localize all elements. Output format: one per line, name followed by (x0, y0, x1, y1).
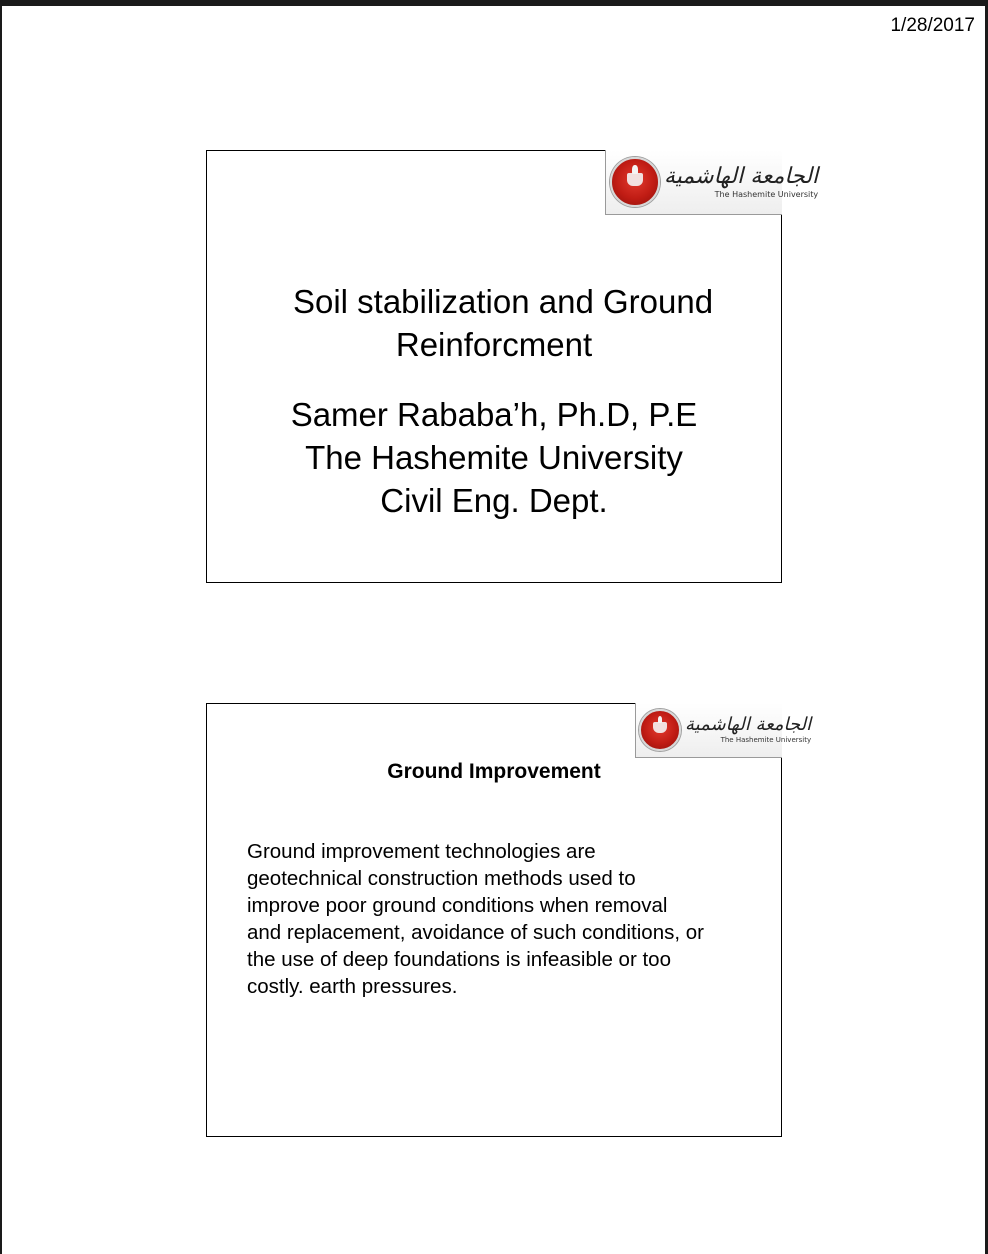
logo-english-name: The Hashemite University (720, 736, 812, 744)
university-logo (635, 703, 812, 758)
university-seal-icon (610, 157, 660, 207)
author-university: The Hashemite University (305, 439, 683, 476)
logo-arabic-name: الجامعة الهاشمية (664, 163, 819, 189)
university-logo (605, 150, 819, 215)
page-left-border (0, 6, 2, 1254)
slide-1-title-line: Reinforcment (395, 326, 593, 363)
slide-2-heading: Ground Improvement (387, 760, 601, 783)
slide-1-author-block (207, 393, 781, 522)
logo-text (685, 716, 811, 744)
logo-arabic-name: الجامعة الهاشمية (685, 714, 812, 735)
author-department: Civil Eng. Dept. (380, 482, 608, 519)
author-name: Samer Rababa’h, Ph.D, P.E (290, 396, 698, 433)
slide-2 (206, 703, 812, 1137)
university-seal-icon (639, 709, 681, 751)
slide-1 (206, 150, 819, 583)
logo-english-name: The Hashemite University (714, 189, 819, 199)
slide-1-title-line: Soil stabilization and Ground (292, 283, 714, 320)
page-top-border (0, 0, 988, 6)
print-date: 1/28/2017 (890, 15, 975, 36)
slide-2-body-text: Ground improvement technologies are geotechnical construction methods used to improve poor ground conditions when removal and replacement, avoidance of such conditions, or the use of deep foundations is infeasible or too costly. earth pressures. (247, 840, 704, 998)
slide-1-title (207, 280, 781, 366)
logo-text (664, 163, 819, 199)
